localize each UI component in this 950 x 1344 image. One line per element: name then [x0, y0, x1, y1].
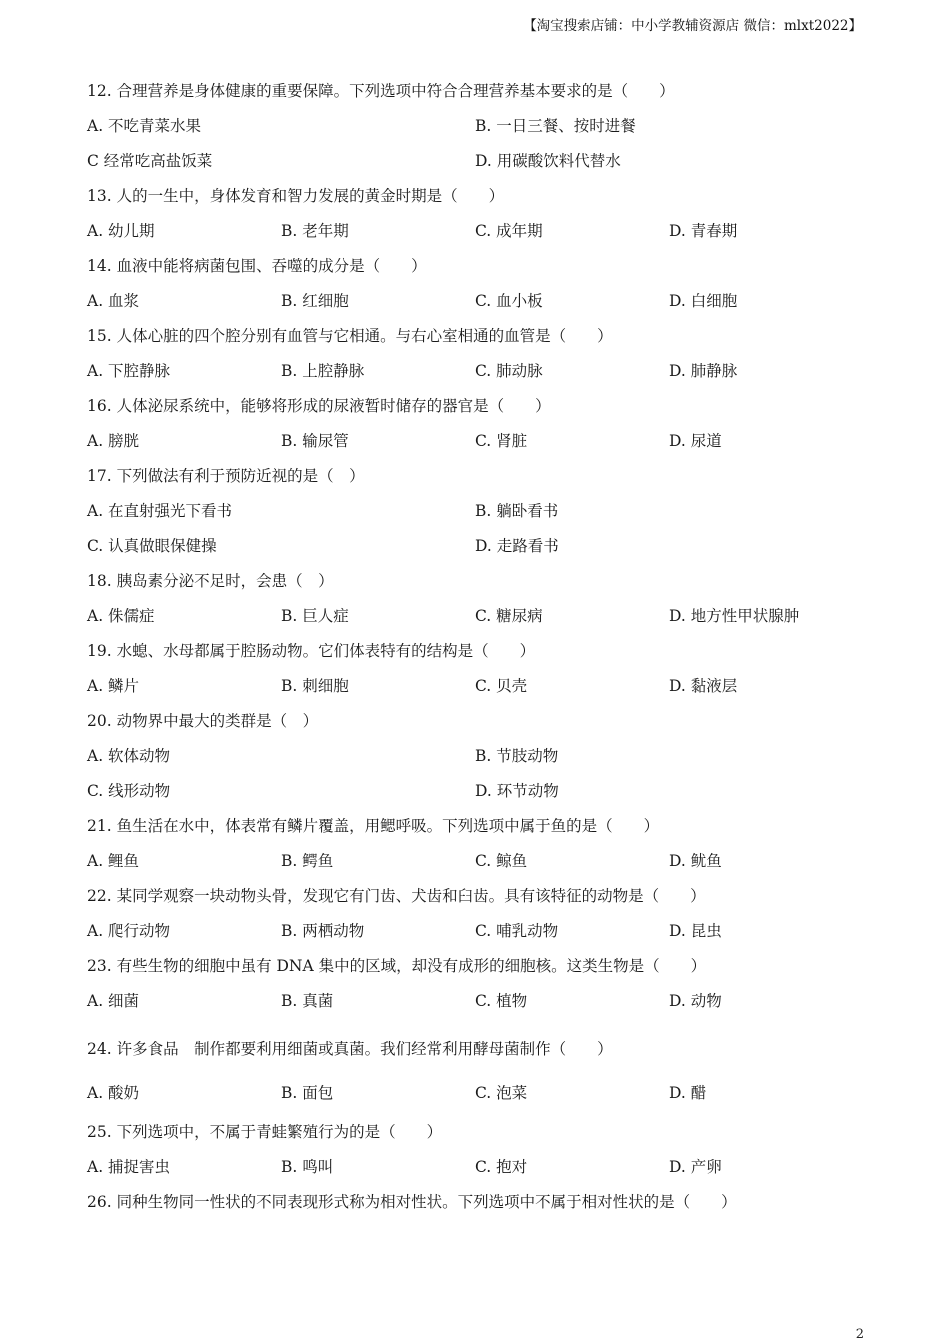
option-b: B. 一日三餐、按时进餐	[475, 117, 636, 135]
question-25-options	[87, 1154, 867, 1189]
question-24-stem: 24. 许多食品 制作都要利用细菌或真菌。我们经常利用酵母菌制作（ ）	[87, 1040, 613, 1058]
option-c: C. 植物	[475, 992, 528, 1010]
option-a: A. 捕捉害虫	[87, 1158, 171, 1176]
option-d: D. 地方性甲状腺肿	[669, 607, 800, 625]
question-list	[87, 78, 867, 1224]
question-14-stem: 14. 血液中能将病菌包围、吞噬的成分是（ ）	[87, 257, 427, 275]
option-d: D. 昆虫	[669, 922, 722, 940]
question-15-options	[87, 358, 867, 393]
option-c: C 经常吃高盐饭菜	[87, 152, 213, 170]
option-c: C. 贝壳	[475, 677, 528, 695]
option-c: C. 抱对	[475, 1158, 528, 1176]
question-22-options	[87, 918, 867, 953]
option-d: D. 黏液层	[669, 677, 738, 695]
option-c: C. 鲸鱼	[475, 852, 528, 870]
option-a: A. 爬行动物	[87, 922, 171, 940]
option-a: A. 幼儿期	[87, 222, 155, 240]
option-a: A. 在直射强光下看书	[87, 502, 233, 520]
option-b: B. 鳄鱼	[281, 852, 334, 870]
option-a: A. 细菌	[87, 992, 140, 1010]
option-b: B. 躺卧看书	[475, 502, 559, 520]
question-23-stem: 23. 有些生物的细胞中虽有 DNA 集中的区域，却没有成形的细胞核。这类生物是（ ）	[87, 957, 707, 975]
option-d: D. 走路看书	[475, 537, 559, 555]
option-b: B. 红细胞	[281, 292, 349, 310]
question-16-options	[87, 428, 867, 463]
option-b: B. 鸣叫	[281, 1158, 334, 1176]
option-a: A. 血浆	[87, 292, 140, 310]
question-24-options	[87, 1071, 867, 1119]
option-d: D. 醋	[669, 1084, 707, 1102]
option-d: D. 动物	[669, 992, 722, 1010]
option-c: C. 糖尿病	[475, 607, 543, 625]
option-d: D. 尿道	[669, 432, 722, 450]
option-c: C. 肾脏	[475, 432, 528, 450]
option-b: B. 真菌	[281, 992, 334, 1010]
question-21-stem: 21. 鱼生活在水中，体表常有鳞片覆盖，用鳃呼吸。下列选项中属于鱼的是（ ）	[87, 817, 660, 835]
question-18-options	[87, 603, 867, 638]
page-number: 2	[855, 1327, 864, 1342]
question-12-options-row-2	[87, 148, 867, 183]
option-b: B. 输尿管	[281, 432, 349, 450]
option-a: A. 软体动物	[87, 747, 171, 765]
question-20-stem: 20. 动物界中最大的类群是（ ）	[87, 712, 319, 730]
question-19-options	[87, 673, 867, 708]
question-26-stem: 26. 同种生物同一性状的不同表现形式称为相对性状。下列选项中不属于相对性状的是（ ）	[87, 1193, 737, 1211]
question-23-options	[87, 988, 867, 1023]
question-12-options-row-1	[87, 113, 867, 148]
option-a: A. 鳞片	[87, 677, 140, 695]
option-c: C. 认真做眼保健操	[87, 537, 217, 555]
question-13-options	[87, 218, 867, 253]
option-d: D. 产卵	[669, 1158, 722, 1176]
option-c: C. 成年期	[475, 222, 543, 240]
option-b: B. 上腔静脉	[281, 362, 365, 380]
question-12-stem: 12. 合理营养是身体健康的重要保障。下列选项中符合合理营养基本要求的是（ ）	[87, 82, 675, 100]
option-b: B. 面包	[281, 1084, 334, 1102]
option-c: C. 血小板	[475, 292, 543, 310]
option-c: C. 哺乳动物	[475, 922, 559, 940]
question-17-options-row-2	[87, 533, 867, 568]
option-c: C. 线形动物	[87, 782, 171, 800]
option-a: A. 下腔静脉	[87, 362, 171, 380]
question-22-stem: 22. 某同学观察一块动物头骨，发现它有门齿、犬齿和臼齿。具有该特征的动物是（ ）	[87, 887, 706, 905]
option-b: B. 老年期	[281, 222, 349, 240]
option-d: D. 用碳酸饮料代替水	[475, 152, 621, 170]
page-header: 【淘宝搜索店铺：中小学教辅资源店 微信：mlxt2022】	[523, 18, 862, 34]
option-d: D. 环节动物	[475, 782, 559, 800]
option-c: C. 泡菜	[475, 1084, 528, 1102]
option-a: A. 不吃青菜水果	[87, 117, 202, 135]
question-13-stem: 13. 人的一生中，身体发育和智力发展的黄金时期是（ ）	[87, 187, 505, 205]
option-a: A. 膀胱	[87, 432, 140, 450]
question-19-stem: 19. 水螅、水母都属于腔肠动物。它们体表特有的结构是（ ）	[87, 642, 536, 660]
option-b: B. 刺细胞	[281, 677, 349, 695]
question-15-stem: 15. 人体心脏的四个腔分别有血管与它相通。与右心室相通的血管是（ ）	[87, 327, 613, 345]
option-a: A. 侏儒症	[87, 607, 155, 625]
question-18-stem: 18. 胰岛素分泌不足时，会患（ ）	[87, 572, 334, 590]
option-d: D. 鱿鱼	[669, 852, 722, 870]
option-b: B. 巨人症	[281, 607, 349, 625]
question-25-stem: 25. 下列选项中，不属于青蛙繁殖行为的是（ ）	[87, 1123, 443, 1141]
option-b: B. 两栖动物	[281, 922, 365, 940]
question-20-options-row-1	[87, 743, 867, 778]
option-d: D. 肺静脉	[669, 362, 738, 380]
question-14-options	[87, 288, 867, 323]
question-17-stem: 17. 下列做法有利于预防近视的是（ ）	[87, 467, 365, 485]
option-a: A. 酸奶	[87, 1084, 140, 1102]
option-b: B. 节肢动物	[475, 747, 559, 765]
question-20-options-row-2	[87, 778, 867, 813]
question-16-stem: 16. 人体泌尿系统中，能够将形成的尿液暂时储存的器官是（ ）	[87, 397, 551, 415]
option-a: A. 鲤鱼	[87, 852, 140, 870]
option-c: C. 肺动脉	[475, 362, 543, 380]
question-21-options	[87, 848, 867, 883]
option-d: D. 青春期	[669, 222, 738, 240]
question-17-options-row-1	[87, 498, 867, 533]
option-d: D. 白细胞	[669, 292, 738, 310]
